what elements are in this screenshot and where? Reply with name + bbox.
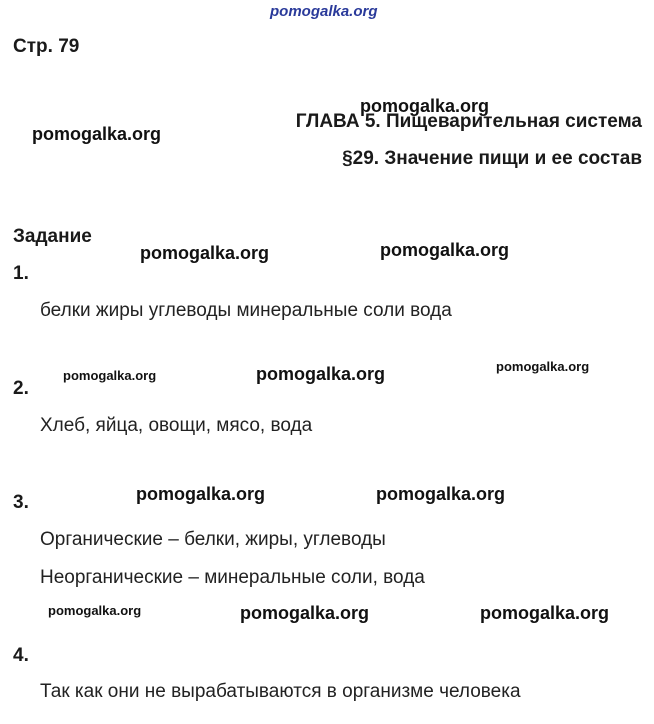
chapter-title: ГЛАВА 5. Пищеварительная система [295, 111, 642, 132]
watermark: pomogalka.org [270, 3, 378, 20]
page-number: Стр. 79 [13, 36, 80, 57]
answer-1-line-1: белки жиры углеводы минеральные соли вода [40, 300, 452, 321]
watermark: pomogalka.org [140, 243, 270, 263]
watermark: pomogalka.org [48, 603, 142, 618]
answer-number-3: 3. [13, 492, 29, 513]
watermark: pomogalka.org [63, 368, 157, 383]
watermark: pomogalka.org [376, 484, 506, 504]
answer-4-line-1: Так как они не вырабатываются в организме человека [40, 681, 521, 702]
answer-number-4: 4. [13, 645, 29, 666]
watermark: pomogalka.org [256, 364, 386, 384]
task-heading: Задание [13, 226, 92, 247]
answer-number-2: 2. [13, 378, 29, 399]
answer-3-line-1: Органические – белки, жиры, углеводы [40, 529, 386, 550]
answer-2-line-1: Хлеб, яйца, овощи, мясо, вода [40, 415, 313, 436]
answer-3-line-2: Неорганические – минеральные соли, вода [40, 567, 425, 588]
watermark: pomogalka.org [240, 603, 370, 623]
watermark: pomogalka.org [496, 359, 590, 374]
watermark: pomogalka.org [380, 240, 510, 260]
watermark: pomogalka.org [360, 96, 490, 116]
section-title: §29. Значение пищи и ее состав [342, 148, 642, 169]
answer-number-1: 1. [13, 263, 29, 284]
watermark: pomogalka.org [480, 603, 610, 623]
watermark: pomogalka.org [136, 484, 266, 504]
watermark: pomogalka.org [32, 124, 162, 144]
